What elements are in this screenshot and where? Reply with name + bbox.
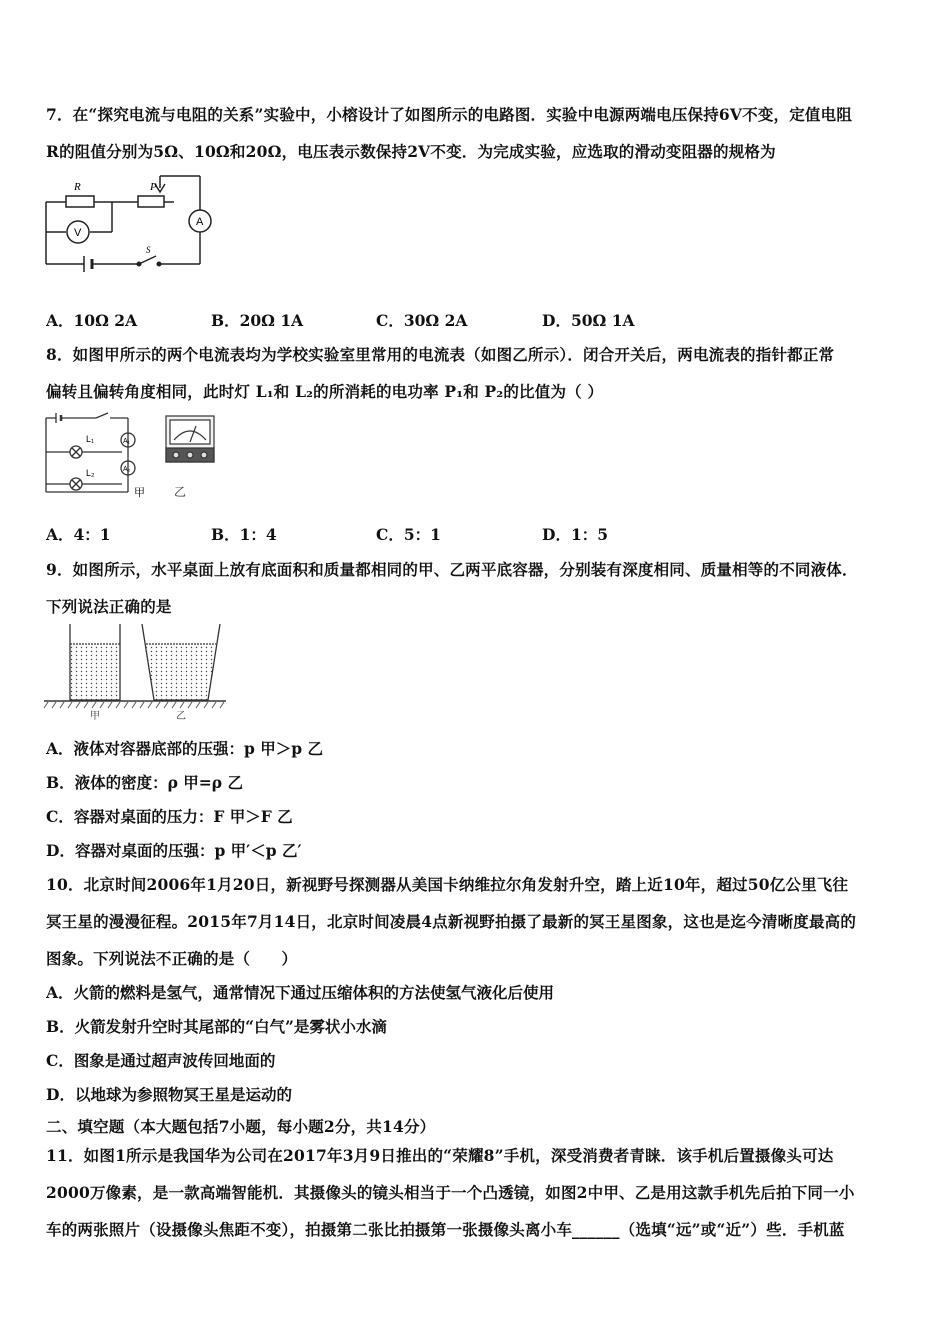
q10-line3: 图象。下列说法不正确的是（ ） xyxy=(46,949,298,968)
q11-line1: 11．如图1所示是我国华为公司在2017年3月9日推出的“荣耀8”手机，深受消费者青睐．该手机后置摄像头可达 xyxy=(46,1146,834,1165)
q7-line1: 7．在“探究电流与电阻的关系”实验中，小榕设计了如图所示的电路图．实验中电源两端电压保持6V不变，定值电阻 xyxy=(46,105,853,124)
resistor-r xyxy=(66,196,94,207)
label-l1: L₁ xyxy=(86,434,95,444)
q9-line2: 下列说法正确的是 xyxy=(46,597,172,616)
q7-circuit-diagram xyxy=(42,172,217,272)
rheostat xyxy=(138,196,164,207)
label-v: V xyxy=(74,227,82,239)
q8-option-d[interactable]: D．1：5 xyxy=(542,525,609,544)
q8-line1: 8．如图甲所示的两个电流表均为学校实验室里常用的电流表（如图乙所示）．闭合开关后，两电流表的指针都正常 xyxy=(46,345,835,364)
label-r: R xyxy=(74,181,81,193)
q9-option-d[interactable]: D．容器对桌面的压强：p 甲′＜p 乙′ xyxy=(46,841,302,860)
label-p: P xyxy=(150,181,157,193)
label-yi-9: 乙 xyxy=(176,711,186,720)
q7-option-d[interactable]: D．50Ω 1A xyxy=(542,311,635,330)
label-s: S xyxy=(146,245,151,255)
section-title: 二、填空题（本大题包括7小题，每小题2分，共14分） xyxy=(46,1117,436,1136)
q11-line2: 2000万像素，是一款高端智能机．其摄像头的镜头相当于一个凸透镜，如图2中甲、乙是用这款手机先后拍下同一小 xyxy=(46,1183,855,1202)
q9-containers-diagram xyxy=(40,622,230,720)
q8-option-b[interactable]: B．1：4 xyxy=(211,525,277,544)
q8-option-a[interactable]: A．4：1 xyxy=(46,525,111,544)
q10-option-c[interactable]: C．图象是通过超声波传回地面的 xyxy=(46,1051,276,1070)
q10-option-b[interactable]: B．火箭发射升空时其尾部的“白气”是雾状小水滴 xyxy=(46,1017,387,1036)
q10-option-d[interactable]: D．以地球为参照物冥王星是运动的 xyxy=(46,1085,292,1104)
q10-line1: 10．北京时间2006年1月20日，新视野号探测器从美国卡纳维拉尔角发射升空，踏上近10年，超过50亿公里飞往 xyxy=(46,875,849,894)
label-a1: A₁ xyxy=(123,438,131,445)
label-a2: A₂ xyxy=(123,466,131,473)
q7-option-c[interactable]: C．30Ω 2A xyxy=(376,311,468,330)
q11-line3: 车的两张照片（设摄像头焦距不变），拍摄第二张比拍摄第一张摄像头离小车______（选填“远”或“近”）些．手机蓝 xyxy=(46,1220,845,1239)
label-jia-9: 甲 xyxy=(90,711,100,720)
q8-line2: 偏转且偏转角度相同，此时灯 L₁和 L₂的所消耗的电功率 P₁和 P₂的比值为（ ） xyxy=(46,382,604,401)
label-a: A xyxy=(196,216,204,228)
label-yi: 乙 xyxy=(174,485,187,499)
q7-option-a[interactable]: A．10Ω 2A xyxy=(46,311,138,330)
label-l2: L₂ xyxy=(86,468,95,478)
q8-circuit-diagram xyxy=(42,410,152,500)
q9-line1: 9．如图所示，水平桌面上放有底面积和质量都相同的甲、乙两平底容器，分别装有深度相同、质量相等的不同液体． xyxy=(46,560,858,579)
q10-line2: 冥王星的漫漫征程。2015年7月14日，北京时间凌晨4点新视野拍摄了最新的冥王星图象，这也是迄今清晰度最高的 xyxy=(46,912,857,931)
q7-option-b[interactable]: B．20Ω 1A xyxy=(211,311,304,330)
q9-option-b[interactable]: B．液体的密度：ρ 甲=ρ 乙 xyxy=(46,773,243,792)
q10-option-a[interactable]: A．火箭的燃料是氢气，通常情况下通过压缩体积的方法使氢气液化后使用 xyxy=(46,983,555,1002)
q9-option-c[interactable]: C．容器对桌面的压力：F 甲＞F 乙 xyxy=(46,807,293,826)
q7-line2: R的阻值分别为5Ω、10Ω和20Ω，电压表示数保持2V不变．为完成实验，应选取的滑动变阻器的规格为 xyxy=(46,142,776,161)
q8-option-c[interactable]: C．5：1 xyxy=(376,525,441,544)
q9-option-a[interactable]: A．液体对容器底部的压强：p 甲＞p 乙 xyxy=(46,739,323,758)
q8-ammeter-picture xyxy=(160,412,222,502)
label-jia: 甲 xyxy=(134,486,145,499)
